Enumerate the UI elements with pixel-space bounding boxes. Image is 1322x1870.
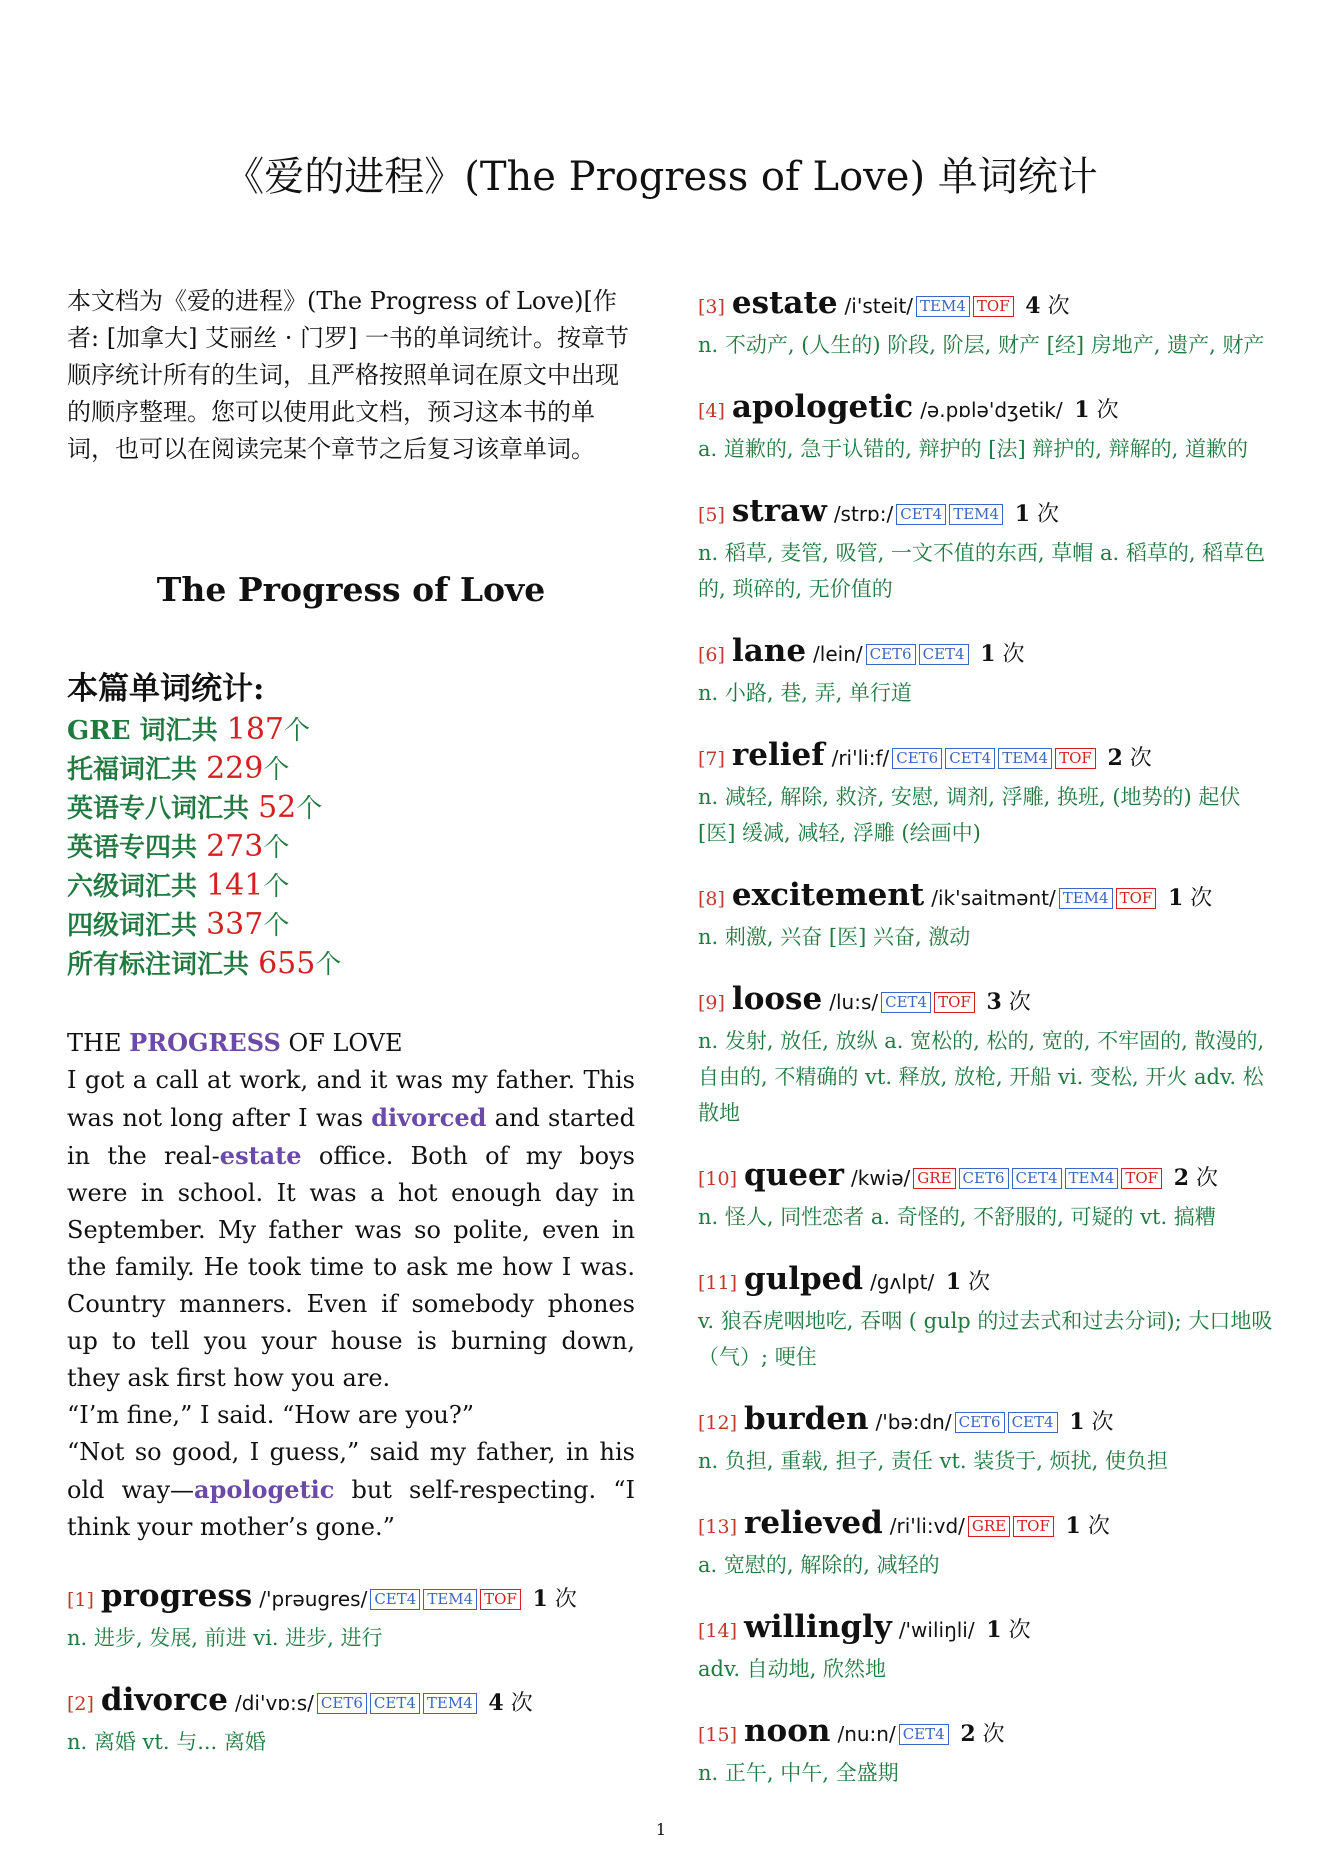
stat-count: 273 — [206, 829, 264, 864]
stat-unit: 个 — [263, 911, 290, 941]
passage-text: THE — [67, 1029, 130, 1057]
level-tag: TEM4 — [1065, 1168, 1119, 1189]
entry-count-unit: 次 — [1183, 886, 1213, 911]
entry-phonetic: /di'vɒ:s/ — [235, 1691, 314, 1715]
vocab-entry — [698, 979, 1278, 1131]
entry-count: 1 — [1066, 397, 1090, 423]
stat-label: 英语专八词汇共 — [67, 794, 259, 824]
stat-line — [67, 711, 635, 750]
entry-count: 3 — [978, 989, 1002, 1015]
stat-count: 187 — [226, 712, 284, 747]
entry-count-unit: 次 — [1001, 990, 1031, 1015]
left-entry-list — [67, 1576, 635, 1760]
entry-number: [5] — [698, 504, 725, 526]
entry-definition: n. 负担, 重载, 担子, 责任 vt. 装货于, 烦扰, 使负担 — [698, 1449, 1168, 1473]
entry-definition: n. 减轻, 解除, 救济, 安慰, 调剂, 浮雕, 换班, (地势的) 起伏 [医] 缓减, 减轻, 浮雕 (绘画中) — [698, 785, 1241, 845]
entry-definition: n. 离婚 vt. 与... 离婚 — [67, 1730, 266, 1754]
stat-unit: 个 — [263, 872, 290, 902]
vocab-entry — [698, 1607, 1278, 1687]
entry-head — [698, 875, 1278, 919]
entry-head — [698, 491, 1278, 535]
entry-count-unit: 次 — [547, 1587, 577, 1612]
entry-number: [4] — [698, 400, 725, 422]
entry-count-unit: 次 — [503, 1691, 533, 1716]
level-tag: CET4 — [945, 748, 995, 769]
entry-count-unit: 次 — [1122, 746, 1152, 771]
entry-number: [7] — [698, 748, 725, 770]
level-tag: TEM4 — [949, 504, 1003, 525]
level-tag: TOF — [1116, 888, 1157, 909]
entry-number: [10] — [698, 1168, 738, 1190]
entry-head — [698, 1607, 1278, 1651]
vocab-entry — [698, 1503, 1278, 1583]
entry-count: 1 — [1007, 501, 1031, 527]
entry-count-unit: 次 — [995, 642, 1025, 667]
entry-head — [698, 283, 1278, 327]
entry-count: 1 — [1061, 1409, 1085, 1435]
page-number: 1 — [655, 1820, 667, 1839]
entry-definition: n. 怪人, 同性恋者 a. 奇怪的, 不舒服的, 可疑的 vt. 搞糟 — [698, 1205, 1216, 1229]
entry-head — [698, 631, 1278, 675]
stat-label: 四级词汇共 — [67, 911, 207, 941]
entry-head — [698, 1503, 1278, 1547]
entry-count: 4 — [480, 1690, 504, 1716]
level-tag: CET4 — [370, 1589, 420, 1610]
stat-unit: 个 — [284, 716, 311, 746]
entry-word: divorce — [100, 1682, 228, 1718]
stat-count: 229 — [206, 751, 264, 786]
stat-unit: 个 — [296, 794, 323, 824]
story-passage — [67, 1024, 635, 1546]
level-tag: CET6 — [959, 1168, 1009, 1189]
vocab-entry — [698, 491, 1278, 607]
entry-head — [698, 1259, 1278, 1303]
entry-word: burden — [744, 1401, 869, 1437]
entry-phonetic: /gʌlpt/ — [870, 1270, 935, 1294]
level-tag: CET4 — [896, 504, 946, 525]
stat-count: 52 — [258, 790, 297, 825]
level-tag: GRE — [913, 1168, 955, 1189]
entry-count: 2 — [952, 1721, 976, 1747]
level-tag: TEM4 — [423, 1693, 477, 1714]
passage-text: I got a call at work, and it was my father. This was not long after I was — [67, 1066, 635, 1132]
entry-number: [6] — [698, 644, 725, 666]
entry-count-unit: 次 — [1040, 294, 1070, 319]
highlighted-word: PROGRESS — [129, 1028, 281, 1057]
entry-count-unit: 次 — [1030, 502, 1060, 527]
entry-word: progress — [100, 1578, 253, 1614]
entry-count-unit: 次 — [1084, 1410, 1114, 1435]
vocab-entry — [698, 875, 1278, 955]
entry-definition: n. 正午, 中午, 全盛期 — [698, 1761, 899, 1785]
entry-phonetic: /lu:s/ — [829, 990, 879, 1014]
entry-count: 1 — [524, 1586, 548, 1612]
passage-paragraph — [67, 1062, 635, 1397]
level-tag: TOF — [480, 1589, 521, 1610]
entry-count-unit: 次 — [1001, 1618, 1031, 1643]
entry-number: [13] — [698, 1516, 738, 1538]
entry-count: 1 — [1160, 885, 1184, 911]
entry-number: [15] — [698, 1724, 738, 1746]
highlighted-word: apologetic — [194, 1475, 335, 1504]
entry-word: noon — [744, 1713, 831, 1749]
passage-line — [67, 1024, 635, 1062]
passage-paragraph — [67, 1434, 635, 1546]
level-tag: CET4 — [881, 992, 931, 1013]
vocab-entry — [67, 1576, 635, 1656]
entry-definition: adv. 自动地, 欣然地 — [698, 1657, 887, 1681]
entry-count-unit: 次 — [975, 1722, 1005, 1747]
entry-phonetic: /ik'saitmənt/ — [931, 886, 1056, 910]
entry-word: relief — [731, 737, 825, 773]
entry-number: [11] — [698, 1272, 738, 1294]
level-tag: GRE — [968, 1516, 1010, 1537]
vocab-entry — [698, 283, 1278, 363]
entry-phonetic: /nu:n/ — [837, 1722, 896, 1746]
stats-list — [67, 711, 635, 984]
vocab-entry — [698, 1259, 1278, 1375]
intro-paragraph: 本文档为《爱的进程》(The Progress of Love)[作者: [加拿大] 艾丽丝 · 门罗] 一书的单词统计。按章节顺序统计所有的生词，且严格按照单词在原文中出现的顺序整理。您可以使用此文档，预习这本书的单词，也可以在阅读完某个章节之后复习该章单词。 — [67, 287, 629, 463]
page-title: 《爱的进程》(The Progress of Love) 单词统计 — [224, 154, 1098, 200]
entry-head — [698, 1711, 1278, 1755]
level-tag: TOF — [973, 296, 1014, 317]
vocab-entry — [67, 1680, 635, 1760]
vocab-entry — [698, 1155, 1278, 1235]
left-column — [67, 283, 635, 1784]
stat-unit: 个 — [315, 950, 342, 980]
passage-paragraph: “I’m fine,” I said. “How are you?” — [67, 1401, 475, 1429]
entry-count-unit: 次 — [1080, 1514, 1110, 1539]
entry-head — [698, 1155, 1278, 1199]
stat-line — [67, 828, 635, 867]
level-tag: TEM4 — [916, 296, 970, 317]
entry-word: excitement — [731, 877, 925, 913]
right-entry-list — [698, 283, 1278, 1815]
entry-phonetic: /kwiə/ — [851, 1166, 911, 1190]
level-tag: CET6 — [866, 644, 916, 665]
entry-word: estate — [731, 285, 838, 321]
entry-count-unit: 次 — [1089, 398, 1119, 423]
level-tag: TOF — [934, 992, 975, 1013]
entry-phonetic: /'bə:dn/ — [875, 1410, 952, 1434]
entry-phonetic: /'wiliŋli/ — [898, 1618, 975, 1642]
level-tag: CET4 — [370, 1693, 420, 1714]
entry-definition: n. 小路, 巷, 弄, 单行道 — [698, 681, 912, 705]
passage-text: “Not so good, I guess,” said my father, in his old way— — [67, 1438, 635, 1504]
level-tag: TEM4 — [423, 1589, 477, 1610]
entry-head — [67, 1576, 635, 1620]
level-tag: TOF — [1055, 748, 1096, 769]
vocab-entry — [698, 735, 1278, 851]
entry-phonetic: /strɒ:/ — [833, 502, 894, 526]
entry-definition: n. 发射, 放任, 放纵 a. 宽松的, 松的, 宽的, 不牢固的, 散漫的, 自由的, 不精确的 vt. 释放, 放枪, 开船 vi. 变松, 开火 adv. 松散地 — [698, 1029, 1265, 1125]
stat-line — [67, 867, 635, 906]
stat-unit: 个 — [263, 833, 290, 863]
level-tag: CET4 — [1012, 1168, 1062, 1189]
entry-phonetic: /ə.pɒlə'dʒetik/ — [920, 398, 1063, 422]
entry-phonetic: /i'steit/ — [844, 294, 914, 318]
stat-count: 655 — [258, 946, 316, 981]
entry-phonetic: /ri'li:f/ — [831, 746, 890, 770]
entry-word: loose — [731, 981, 823, 1017]
level-tag: CET4 — [1008, 1412, 1058, 1433]
entry-word: straw — [731, 493, 827, 529]
stat-label: 所有标注词汇共 — [67, 950, 259, 980]
passage-text: OF LOVE — [280, 1029, 403, 1057]
entry-number: [12] — [698, 1412, 738, 1434]
story-title: The Progress of Love — [156, 570, 546, 609]
entry-count: 1 — [938, 1269, 962, 1295]
entry-definition: n. 进步, 发展, 前进 vi. 进步, 进行 — [67, 1626, 383, 1650]
entry-definition: a. 道歉的, 急于认错的, 辩护的 [法] 辩护的, 辩解的, 道歉的 — [698, 437, 1249, 461]
stat-label: 六级词汇共 — [67, 872, 207, 902]
entry-head — [698, 735, 1278, 779]
entry-number: [14] — [698, 1620, 738, 1642]
stats-heading: 本篇单词统计: — [67, 671, 265, 707]
highlighted-word: divorced — [371, 1103, 487, 1132]
entry-head — [67, 1680, 635, 1724]
entry-count-unit: 次 — [1189, 1166, 1219, 1191]
entry-count: 2 — [1166, 1165, 1190, 1191]
passage-text: and started in the real- — [67, 1104, 635, 1170]
level-tag: CET4 — [899, 1724, 949, 1745]
entry-phonetic: /'prəugres/ — [259, 1587, 368, 1611]
entry-count: 4 — [1017, 293, 1041, 319]
entry-count: 2 — [1099, 745, 1123, 771]
stat-label: GRE 词汇共 — [67, 716, 227, 746]
level-tag: TOF — [1013, 1516, 1054, 1537]
stat-count: 141 — [206, 868, 264, 903]
level-tag: TEM4 — [998, 748, 1052, 769]
entry-count: 1 — [978, 1617, 1002, 1643]
level-tag: CET4 — [919, 644, 969, 665]
entry-number: [3] — [698, 296, 725, 318]
entry-head — [698, 1399, 1278, 1443]
passage-text: office. Both of my boys were in school. It was a hot enough day in September. My father was so polite, even in the family. He took time to ask me how I was. Country manners. Even if somebody phones up to tell you your house is burning down, they ask first how you are. — [67, 1142, 635, 1392]
entry-number: [2] — [67, 1693, 94, 1715]
level-tag: CET6 — [955, 1412, 1005, 1433]
entry-number: [1] — [67, 1589, 94, 1611]
entry-count: 1 — [972, 641, 996, 667]
entry-word: willingly — [744, 1609, 892, 1645]
vocab-entry — [698, 387, 1278, 467]
entry-definition: v. 狼吞虎咽地吃, 吞咽 ( gulp 的过去式和过去分词); 大口地吸（气）; 哽住 — [698, 1309, 1273, 1369]
entry-head — [698, 979, 1278, 1023]
stat-label: 托福词汇共 — [67, 755, 207, 785]
entry-word: apologetic — [731, 389, 914, 425]
stat-label: 英语专四共 — [67, 833, 207, 863]
stat-line — [67, 945, 635, 984]
vocab-entry — [698, 631, 1278, 711]
entry-definition: n. 稻草, 麦管, 吸管, 一文不值的东西, 草帽 a. 稻草的, 稻草色的, 琐碎的, 无价值的 — [698, 541, 1266, 601]
stat-line — [67, 789, 635, 828]
entry-word: relieved — [744, 1505, 883, 1541]
level-tag: CET6 — [317, 1693, 367, 1714]
vocab-entry — [698, 1399, 1278, 1479]
entry-phonetic: /ri'li:vd/ — [889, 1514, 965, 1538]
stat-line — [67, 906, 635, 945]
entry-phonetic: /lein/ — [813, 642, 863, 666]
stat-count: 337 — [206, 907, 264, 942]
entry-word: queer — [744, 1157, 845, 1193]
vocab-entry — [698, 1711, 1278, 1791]
entry-count-unit: 次 — [961, 1270, 991, 1295]
entry-definition: n. 不动产, (人生的) 阶段, 阶层, 财产 [经] 房地产, 遗产, 财产 — [698, 333, 1265, 357]
level-tag: TOF — [1121, 1168, 1162, 1189]
level-tag: TEM4 — [1059, 888, 1113, 909]
highlighted-word: estate — [219, 1141, 302, 1170]
stat-line — [67, 750, 635, 789]
entry-head — [698, 387, 1278, 431]
entry-definition: n. 刺激, 兴奋 [医] 兴奋, 激动 — [698, 925, 971, 949]
entry-count: 1 — [1057, 1513, 1081, 1539]
entry-definition: a. 宽慰的, 解除的, 减轻的 — [698, 1553, 940, 1577]
entry-number: [9] — [698, 992, 725, 1014]
level-tag: CET6 — [892, 748, 942, 769]
passage-text: but self-respecting. “I think your mother’s gone.” — [67, 1476, 636, 1541]
entry-number: [8] — [698, 888, 725, 910]
entry-word: gulped — [744, 1261, 864, 1297]
entry-word: lane — [731, 633, 807, 669]
stat-unit: 个 — [263, 755, 290, 785]
